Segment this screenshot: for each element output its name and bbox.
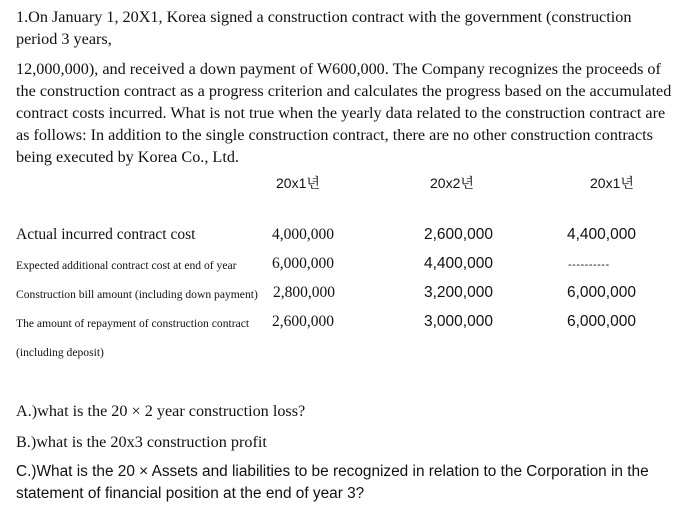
row-label-bill-amount: Construction bill amount (including down payment) <box>16 288 258 301</box>
question-c: C.)What is the 20 × Assets and liabilities to be recognized in relation to the Corporation in the statement of financial position at the end of year 3? <box>16 463 649 502</box>
problem-intro: 1.On January 1, 20X1, Korea signed a construction contract with the government (construction period 3 years, <box>16 8 632 48</box>
question-a: A.)what is the 20 × 2 year construction loss? <box>16 402 306 420</box>
column-header-year1: 20x1년 <box>276 175 320 191</box>
cell-repayment-year3: 6,000,000 <box>567 313 636 330</box>
cell-bill-amount-year3: 6,000,000 <box>567 284 636 301</box>
cell-repayment-year2: 3,000,000 <box>424 313 493 330</box>
row-label-footnote: (including deposit) <box>16 346 104 359</box>
cell-expected-cost-year3: ---------- <box>568 259 610 271</box>
cell-bill-amount-year1: 2,800,000 <box>273 284 335 301</box>
cell-repayment-year1: 2,600,000 <box>272 313 334 330</box>
cell-expected-cost-year1: 6,000,000 <box>272 255 334 272</box>
problem-details: 12,000,000), and received a down payment of W600,000. The Company recognizes the proceeds of the construction contract as a progress criterion and calculates the progress based on the accumulated contract costs incurred. What is not true when the yearly data related to the construction contract are as follows: In addition to the single construction contract, there are no other construction contracts being executed by Korea Co., Ltd. <box>16 60 672 166</box>
question-b: B.)what is the 20x3 construction profit <box>16 433 267 451</box>
cell-actual-cost-year2: 2,600,000 <box>424 226 493 243</box>
row-label-repayment: The amount of repayment of construction contract <box>16 317 250 330</box>
cell-actual-cost-year3: 4,400,000 <box>567 226 636 243</box>
row-label-actual-cost: Actual incurred contract cost <box>16 226 196 243</box>
row-label-expected-cost: Expected additional contract cost at end of year <box>16 259 237 272</box>
cell-actual-cost-year1: 4,000,000 <box>272 226 334 243</box>
column-header-year3: 20x1년 <box>590 175 634 191</box>
cell-bill-amount-year2: 3,200,000 <box>424 284 493 301</box>
column-header-year2: 20x2년 <box>430 175 474 191</box>
cell-expected-cost-year2: 4,400,000 <box>424 255 493 272</box>
